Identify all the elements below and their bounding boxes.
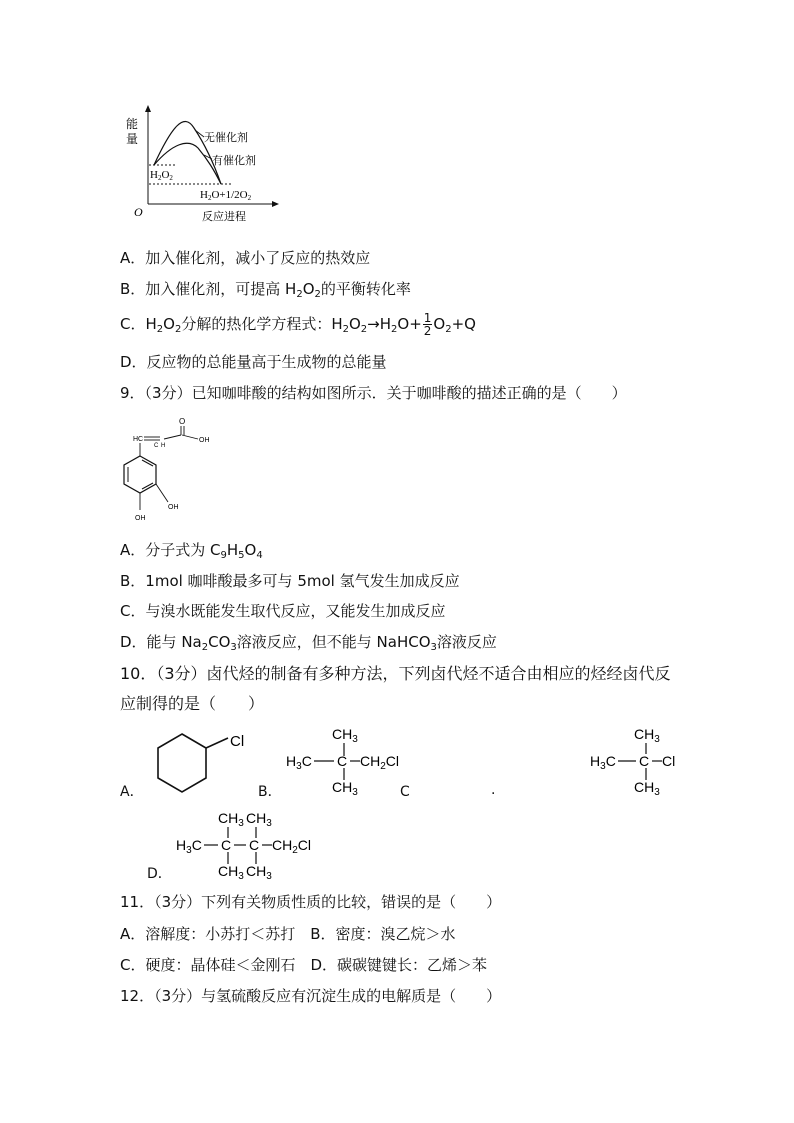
q9-option-b: B．1mol 咖啡酸最多可与 5mol 氢气发生加成反应: [120, 572, 460, 590]
q9-option-a: A．分子式为 $C_9H_5O_4$: [120, 541, 263, 561]
label-no-catalyst: 无催化剂: [204, 132, 248, 144]
caffeic-acid-structure: [118, 414, 218, 530]
c-center-2: C: [249, 837, 260, 853]
cl-label: Cl: [230, 733, 245, 750]
q10-option-c-dot: .: [491, 782, 496, 798]
ch2cl-right: $CH_2Cl$: [360, 753, 400, 772]
tert-butyl-chloride-structure: [588, 722, 688, 800]
q8-option-d: D．反应物的总能量高于生成物的总能量: [120, 353, 387, 371]
c-center: C: [639, 753, 650, 769]
q9-stem: 9．（3分）已知咖啡酸的结构如图所示．关于咖啡酸的描述正确的是（ ）: [120, 384, 627, 402]
neopentyl-chloride-structure: [284, 722, 414, 800]
y-label-1: 能: [126, 117, 139, 131]
energy-profile-diagram: [122, 104, 282, 226]
cyclohexane-ring: [158, 734, 206, 792]
ch3-bottom: $CH_3$: [634, 779, 660, 798]
c-center-1: C: [221, 837, 232, 853]
origin-label: O: [134, 205, 143, 219]
benzene-ring: [124, 456, 156, 493]
q10-option-c-label: C: [400, 784, 410, 800]
ch3-bottom-2: $CH_3$: [246, 863, 272, 882]
x-axis-label: 反应进程: [202, 211, 246, 223]
q11-options-cd: C．硬度：晶体硅＜金刚石 D．碳碳键键长：乙烯＞苯: [120, 956, 488, 974]
ch3-top: $CH_3$: [332, 726, 358, 745]
q10-stem-line-2: 应制得的是（ ）: [120, 694, 265, 713]
ring-oh-right: OH: [168, 504, 179, 511]
ch3-top-1: $CH_3$: [218, 810, 244, 829]
q8-option-c: C．$H_2O_2$分解的热化学方程式：$H_2O_2\to H_2O+$ $\frac{1}{2}$ $O_2+Q$: [120, 311, 476, 338]
reactant-label: H2O2: [150, 169, 173, 182]
q8-option-b: B．加入催化剂，可提高 $H_2O_2$的平衡转化率: [120, 280, 411, 300]
chain-bond-1: [164, 435, 181, 439]
y-axis-arrow: [145, 105, 151, 112]
ch3-top-2: $CH_3$: [246, 810, 272, 829]
cl-right: Cl: [662, 753, 676, 769]
q10-option-b-label: B．: [258, 784, 282, 800]
ch3-top: $CH_3$: [634, 726, 660, 745]
q9-option-d: D．能与 $Na_2CO_3$溶液反应，但不能与 NaHCO$_3$溶液反应: [120, 633, 497, 653]
h3c-left: $H_3C$: [590, 753, 616, 772]
x-axis-arrow: [272, 201, 279, 207]
q11-stem: 11．（3分）下列有关物质性质的比较，错误的是（ ）: [120, 893, 502, 911]
c-cl-bond: [206, 738, 228, 748]
y-label-2: 量: [126, 132, 139, 146]
ch-label: C: [154, 443, 159, 449]
ch3-bottom: $CH_3$: [332, 779, 358, 798]
carboxyl-oh-label: OH: [199, 437, 210, 444]
side-chain-o-label: O: [179, 417, 186, 426]
h3c-left: $H_3C$: [176, 837, 202, 856]
h-label: H: [161, 443, 166, 449]
chain-bond-2: [182, 435, 198, 439]
ch2cl-right: $CH_2Cl$: [272, 837, 312, 856]
q11-options-ab: A．溶解度：小苏打＜苏打 B．密度：溴乙烷＞水: [120, 925, 456, 943]
q12-stem: 12．（3分）与氢硫酸反应有沉淀生成的电解质是（ ）: [120, 987, 502, 1005]
q10-option-d-label: D．: [147, 866, 172, 882]
ch3-bottom-1: $CH_3$: [218, 863, 244, 882]
hc-label: HC: [133, 436, 144, 443]
label-with-catalyst: 有催化剂: [212, 155, 256, 167]
q10-stem-line-1: 10．（3分）卤代烃的制备有多种方法，下列卤代烃不适合由相应的烃经卤代反: [120, 664, 671, 683]
fraction-one-half: $\frac{1}{2}$: [423, 311, 432, 338]
option-d-alkyl-chloride-structure: [174, 806, 324, 884]
product-label: H2O+1/2O2: [200, 189, 252, 202]
chlorocyclohexane-structure: [150, 726, 250, 796]
c-center: C: [337, 753, 348, 769]
q9-option-c: C．与溴水既能发生取代反应，又能发生加成反应: [120, 602, 446, 620]
q8-option-a: A．加入催化剂，减小了反应的热效应: [120, 249, 371, 267]
q10-option-a-label: A．: [120, 784, 144, 800]
h3c-left: $H_3C$: [286, 753, 312, 772]
ring-oh-bottom: OH: [135, 515, 146, 522]
ring-oh-bond-right: [156, 484, 168, 502]
